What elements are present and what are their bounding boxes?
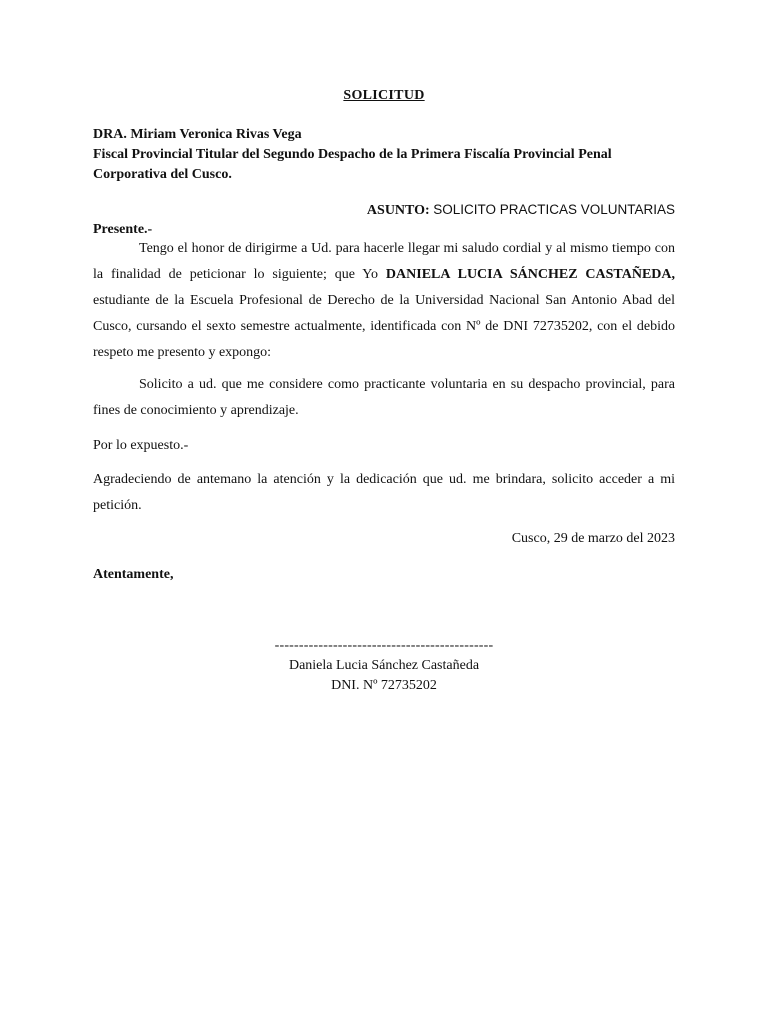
addressee-block [93,125,683,185]
paragraph-request [93,236,675,366]
paragraph1-part2: estudiante de la Escuela Profesional de Derecho de la Universidad Nacional San Antonio Abad del Cusco, cursando el sexto semestre actualmente, identificada con Nº de DNI 72735202, con el debido respeto me presento y expongo: [93,293,675,360]
subject-line [367,202,675,219]
addressee-name: DRA. Miriam Veronica Rivas Vega [93,127,302,142]
signature-dni: DNI. Nº 72735202 [331,678,437,693]
applicant-name-bold: DANIELA LUCIA SÁNCHEZ CASTAÑEDA, [385,267,676,282]
date-line: Cusco, 29 de marzo del 2023 [511,531,675,546]
paragraph-por-lo-expuesto: Por lo expuesto.- [93,438,189,453]
paragraph-thanks: Agradeciendo de antemano la atención y la dedicación que ud. me brindara, solicito acceder a mi petición. [93,472,675,513]
greeting: Presente.- [93,222,153,237]
paragraph-petition: Solicito a ud. que me considere como practicante voluntaria en su despacho provincial, para fines de conocimiento y aprendizaje. [93,377,675,418]
document-title: SOLICITUD [343,88,425,103]
subject-value: SOLICITO PRACTICAS VOLUNTARIAS [433,202,675,217]
subject-label: ASUNTO: [366,203,430,218]
signature-name: Daniela Lucia Sánchez Castañeda [288,658,480,673]
addressee-position-line1: Fiscal Provincial Titular del Segundo Despacho de la Primera Fiscalía Provincial Penal [93,147,612,162]
signature-line: --------------------------------------------- [274,638,494,653]
paragraph1-part1: Tengo el honor de dirigirme a Ud. para hacerle llegar mi saludo cordial y al mismo tiempo con la finalidad de peticionar lo siguiente; que Yo [93,241,675,282]
addressee-position-line2: Corporativa del Cusco. [93,167,232,182]
closing: Atentamente, [93,567,174,582]
